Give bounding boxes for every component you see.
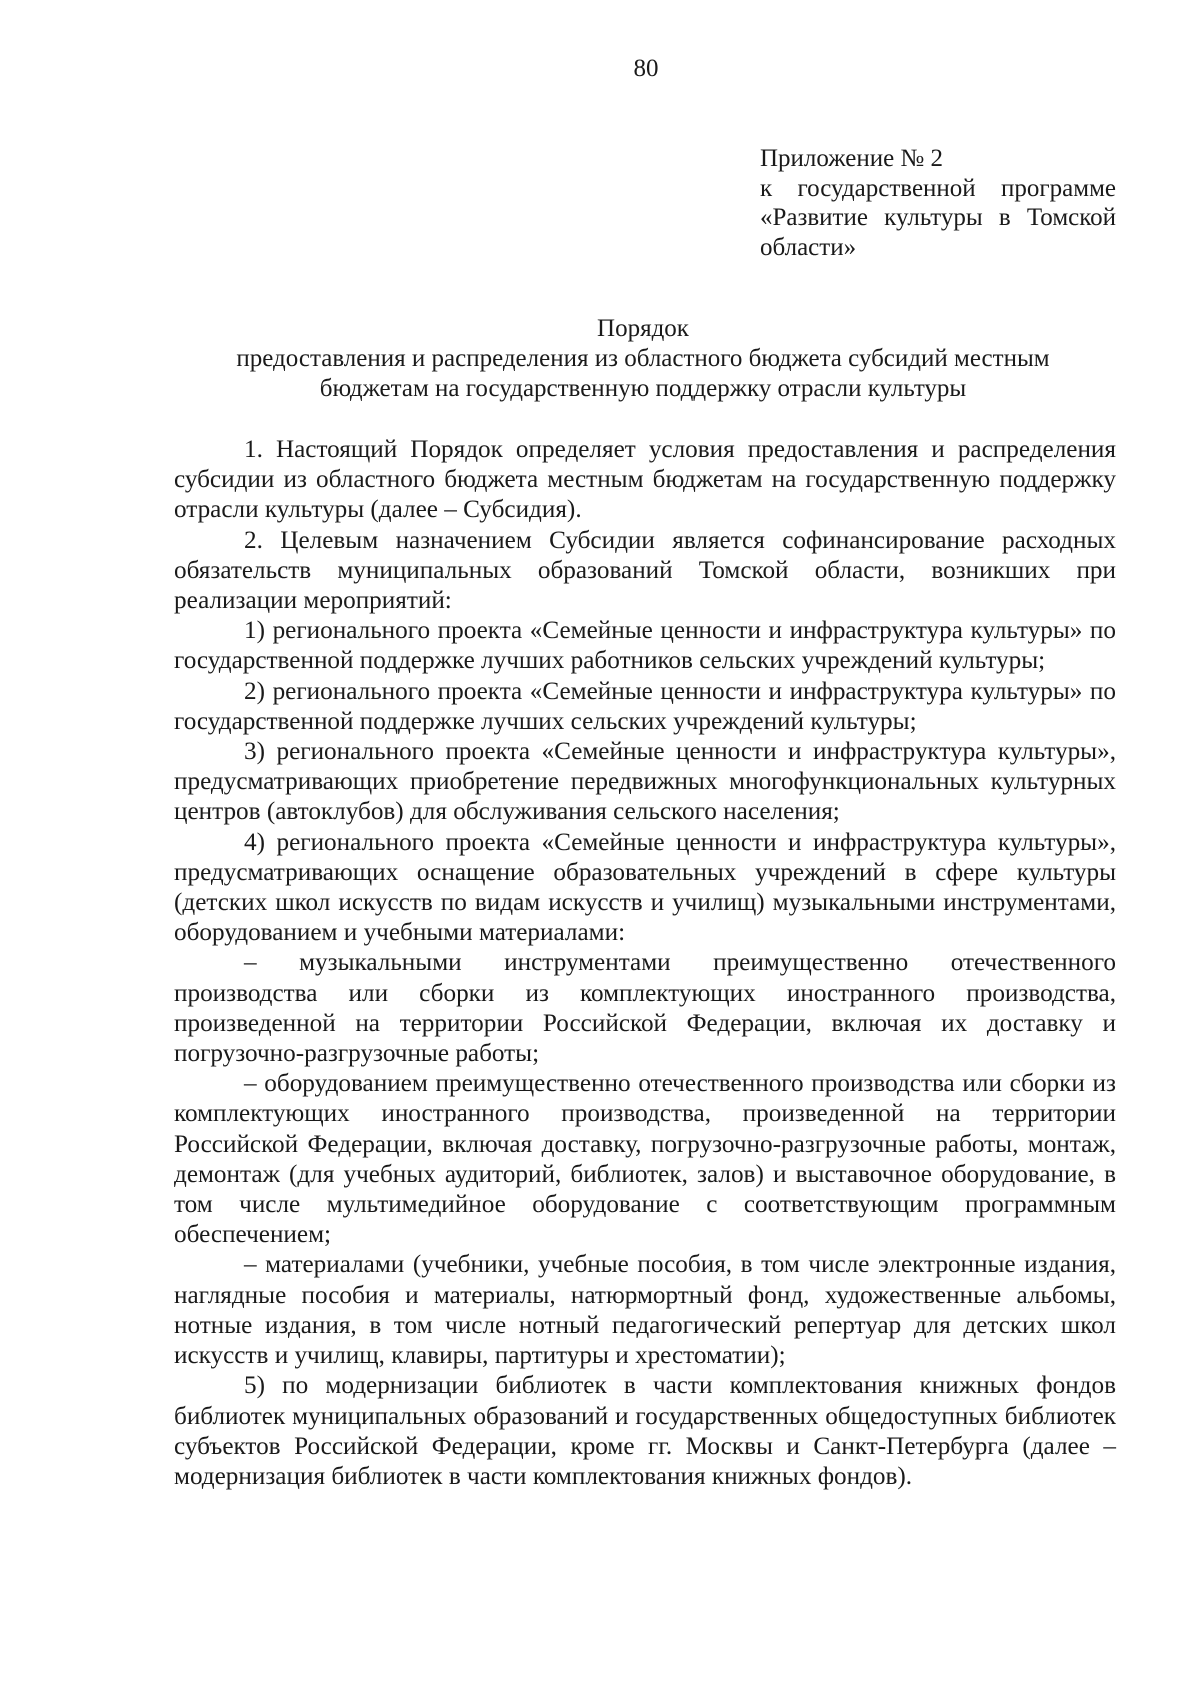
list-item-3: 3) регионального проекта «Семейные ценности и инфраструктура культуры», предусматривающих приобретение передвижных многофункциональных культурных центров (автоклубов) для обслуживания сельского населения;	[174, 738, 1116, 826]
list-item-4: 4) регионального проекта «Семейные ценности и инфраструктура культуры», предусматривающих оснащение образовательных учреждений в сфере культуры (детских школ искусств по видам искусств и училищ) музыкальными инструментами, оборудованием и учебными материалами:	[174, 828, 1116, 947]
list-item-5: 5) по модернизации библиотек в части комплектования книжных фондов библиотек муниципальных образований и государственных общедоступных библиотек субъектов Российской Федерации, кроме гг. Москвы и Санкт-Петербурга (далее – модернизация библиотек в части комплектования книжных фондов).	[174, 1372, 1116, 1490]
title-heading: Порядок	[597, 315, 689, 342]
sub-item-instruments: – музыкальными инструментами преимущественно отечественного производства или сборки из комплектующих иностранного производства, произведенной на территории Российской Федерации, включая их доставку и погрузочно-разгрузочные работы;	[174, 949, 1116, 1068]
appendix-program-name-end: области»	[760, 233, 857, 261]
sub-item-equipment: – оборудованием преимущественно отечественного производства или сборки из комплектующих иностранного производства, произведенной на территории Российской Федерации, включая доставку, погрузочно-разгрузочные работы, монтаж, демонтаж (для учебных аудиторий, библиотек, залов) и выставочное оборудование, в том числе мультимедийное оборудование с соответствующим программным обеспечением;	[174, 1070, 1116, 1249]
appendix-program-line: к государственной программе	[760, 174, 1116, 202]
appendix-header	[760, 144, 1116, 262]
document-title	[170, 314, 1116, 404]
appendix-program-name: «Развитие культуры в Томской	[760, 204, 1116, 231]
list-item-2: 2) регионального проекта «Семейные ценности и инфраструктура культуры» по государственной поддержке лучших сельских учреждений культуры;	[174, 677, 1116, 735]
page-number: 80	[633, 55, 659, 82]
appendix-label: Приложение № 2	[760, 145, 944, 172]
document-body	[174, 435, 1116, 1492]
title-subheading-line-2: бюджетам на государственную поддержку отрасли культуры	[319, 375, 967, 402]
sub-item-materials: – материалами (учебники, учебные пособия, в том числе электронные издания, наглядные пособия и материалы, натюрмортный фонд, художественные альбомы, нотные издания, в том числе нотный педагогический репертуар для детских школ искусств и училищ, клавиры, партитуры и хрестоматии);	[174, 1251, 1116, 1370]
paragraph-1: 1. Настоящий Порядок определяет условия предоставления и распределения субсидии из областного бюджета местным бюджетам на государственную поддержку отрасли культуры (далее – Субсидия).	[174, 436, 1116, 524]
paragraph-2: 2. Целевым назначением Субсидии является софинансирование расходных обязательств муниципальных образований Томской области, возникших при реализации мероприятий:	[174, 526, 1116, 615]
title-subheading-line-1: предоставления и распределения из областного бюджета субсидий местным	[236, 345, 1050, 372]
list-item-1: 1) регионального проекта «Семейные ценности и инфраструктура культуры» по государственной поддержке лучших работников сельских учреждений культуры;	[174, 617, 1116, 675]
